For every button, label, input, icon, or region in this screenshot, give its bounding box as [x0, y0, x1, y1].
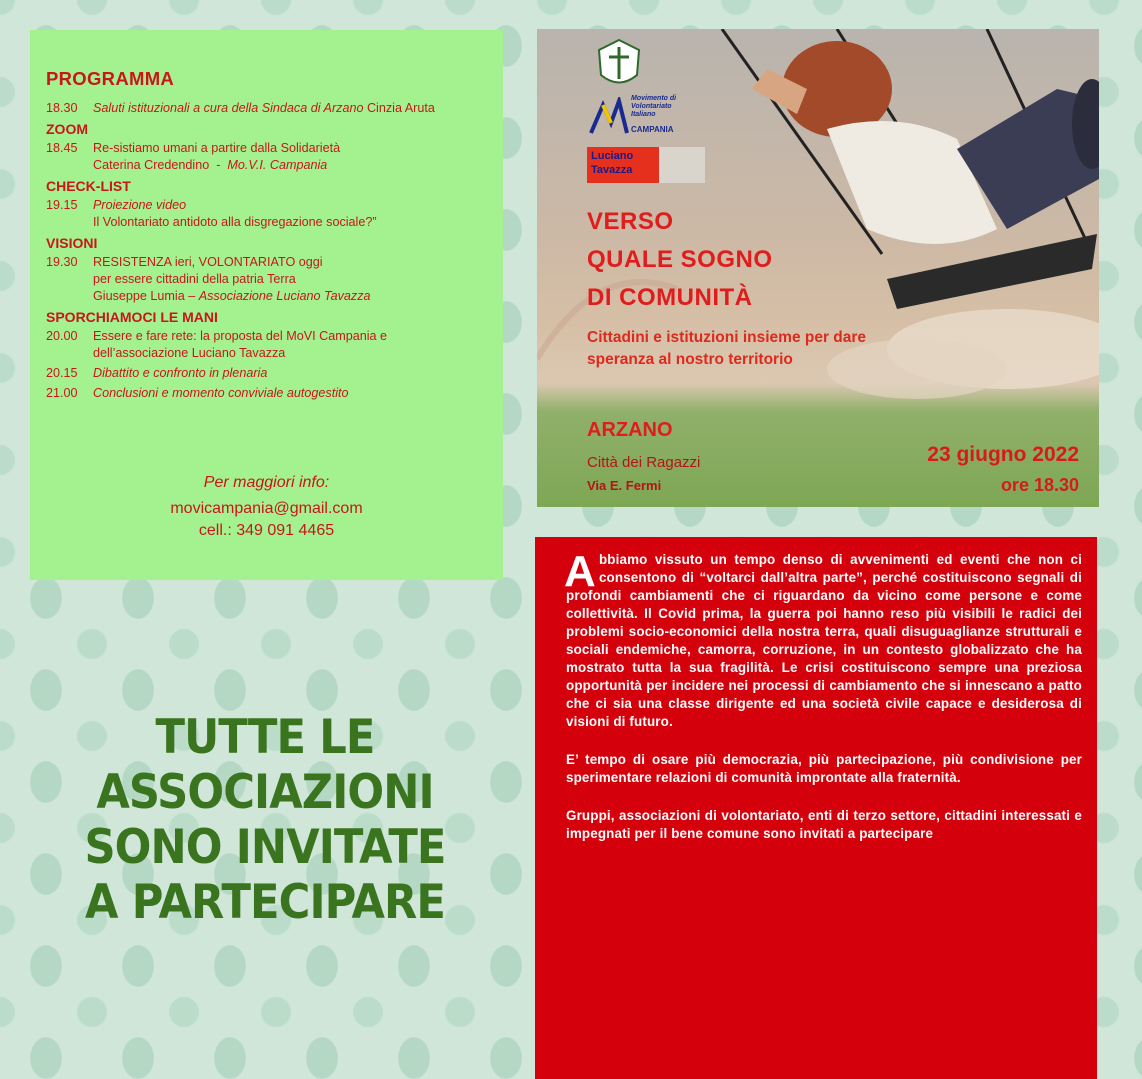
title-line: DI COMUNITÀ [587, 284, 753, 311]
manifesto-paragraph: E’ tempo di osare più democrazia, più partecipazione, più condivisione per sperimentare relazioni di comunità improntate alla fraternità. [566, 752, 1082, 785]
headline-line: A PARTECIPARE [85, 875, 445, 930]
programme-item: 19.30 RESISTENZA ieri, VOLONTARIATO oggi per essere cittadini della patria Terra Giuseppe Lumia – Associazione Luciano Tavazza [46, 255, 371, 303]
programme-panel [30, 30, 503, 580]
tavazza-logo [587, 147, 705, 183]
event-time: ore 18.30 [1000, 475, 1079, 495]
section-heading: ZOOM [46, 121, 88, 137]
subtitle-line: speranza al nostro territorio [587, 351, 793, 368]
info-label: Per maggiori info: [203, 474, 330, 491]
event-address: Via E. Fermi [587, 478, 662, 493]
item-time: 21.00 [46, 386, 78, 400]
contact-info [30, 474, 503, 542]
manifesto-paragraph: Gruppi, associazioni di volontariato, enti di terzo settore, cittadini interessati e impegnati per il bene comune sono invitati a partecipare [566, 808, 1082, 841]
item-time: 19.15 [46, 198, 78, 212]
event-poster [537, 29, 1099, 507]
programme-item [46, 365, 487, 382]
item-text: RESISTENZA ieri, VOLONTARIATO oggi [93, 255, 323, 269]
headline-line: SONO INVITATE [84, 820, 446, 875]
poster-title [587, 203, 773, 317]
item-text: Proiezione video [93, 198, 187, 212]
programme-item [46, 385, 487, 402]
item-text: Il Volontariato antidoto alla disgregazione sociale?” [93, 215, 377, 229]
item-speaker: Giuseppe Lumia [93, 289, 185, 303]
item-time: 19.30 [46, 255, 78, 269]
programme-title: PROGRAMMA [46, 68, 175, 89]
item-text: per essere cittadini della patria Terra [93, 272, 296, 286]
manifesto-panel [535, 537, 1097, 1079]
item-time: 20.15 [46, 366, 78, 380]
municipal-crest-icon [589, 35, 649, 90]
drop-cap: A [564, 547, 596, 596]
movi-logo-icon [589, 97, 629, 137]
movi-text: Volontariato [631, 103, 672, 110]
phone-number: cell.: 349 091 4465 [198, 522, 335, 539]
email-link[interactable]: movicampania@gmail.com [170, 500, 363, 517]
programme-item: 18.45 Re-sistiamo umani a partire dalla Solidarietà Caterina Credendino - Mo.V.I. Campania [46, 141, 341, 172]
movi-logo [589, 91, 709, 139]
event-location: Città dei Ragazzi [587, 454, 701, 471]
item-org: Mo.V.I. Campania [227, 158, 328, 172]
item-text: Re-sistiamo umani a partire dalla Solidarietà [93, 141, 341, 155]
paragraph-text: bbiamo vissuto un tempo denso di avvenimenti ed eventi che non ci consentono di “voltarci dall’altra parte”, perché costituiscono segnali di profondi cambiamenti che ci riguardano da vicino come persone e come collettività. Il Covid prima, la guerra poi hanno reso più visibili le radici dei problemi socio-economici della nostra terra, quali disuguaglianze strutturali e sociali endemiche, camorra, corruzione, in un contesto globalizzato che ha mostrato tutta la sua fragilità. Le crisi costituiscono sempre una preziosa opportunità per incidere nei processi di cambiamento che si innescano a patto che ci sia una classe dirigente ed una società civile capace e desiderosa di visioni di futuro. [566, 552, 1082, 729]
poster-subtitle [587, 327, 866, 371]
title-line: QUALE SOGNO [587, 246, 773, 273]
section-heading: CHECK-LIST [46, 178, 131, 194]
headline-line: TUTTE LE [155, 710, 375, 765]
invitation-headline [58, 710, 472, 930]
section-heading: SPORCHIAMOCI LE MANI [46, 309, 218, 325]
item-time: 18.30 [46, 101, 78, 115]
item-org: Associazione Luciano Tavazza [198, 289, 371, 303]
manifesto-paragraph [564, 547, 1082, 731]
headline-line: ASSOCIAZIONI [96, 765, 434, 820]
item-time: 18.45 [46, 141, 78, 155]
portrait-icon [659, 147, 705, 183]
item-text: Saluti istituzionali a cura della Sindaca di Arzano [93, 101, 364, 115]
movi-text: Movimento di [631, 95, 677, 102]
item-text: Conclusioni e momento conviviale autogestito [93, 386, 349, 400]
item-speaker: Caterina Credendino [93, 158, 210, 172]
event-date: 23 giugno 2022 [927, 443, 1079, 466]
movi-text: Italiano [631, 111, 656, 118]
item-text: Dibattito e confronto in plenaria [93, 366, 268, 380]
movi-region: CAMPANIA [631, 125, 674, 134]
subtitle-line: Cittadini e istituzioni insieme per dare [587, 329, 867, 346]
item-speaker: Cinzia Aruta [363, 101, 435, 115]
event-place: ARZANO [587, 419, 673, 441]
item-text: Essere e fare rete: la proposta del MoVI Campania e [93, 329, 388, 343]
programme-item [46, 328, 487, 362]
tavazza-text: Luciano Tavazza [591, 150, 634, 176]
title-line: VERSO [587, 208, 674, 235]
programme-item [46, 100, 487, 117]
item-time: 20.00 [46, 329, 78, 343]
item-text: dell’associazione Luciano Tavazza [93, 346, 286, 360]
programme-item [46, 197, 487, 231]
section-heading: VISIONI [46, 235, 98, 251]
